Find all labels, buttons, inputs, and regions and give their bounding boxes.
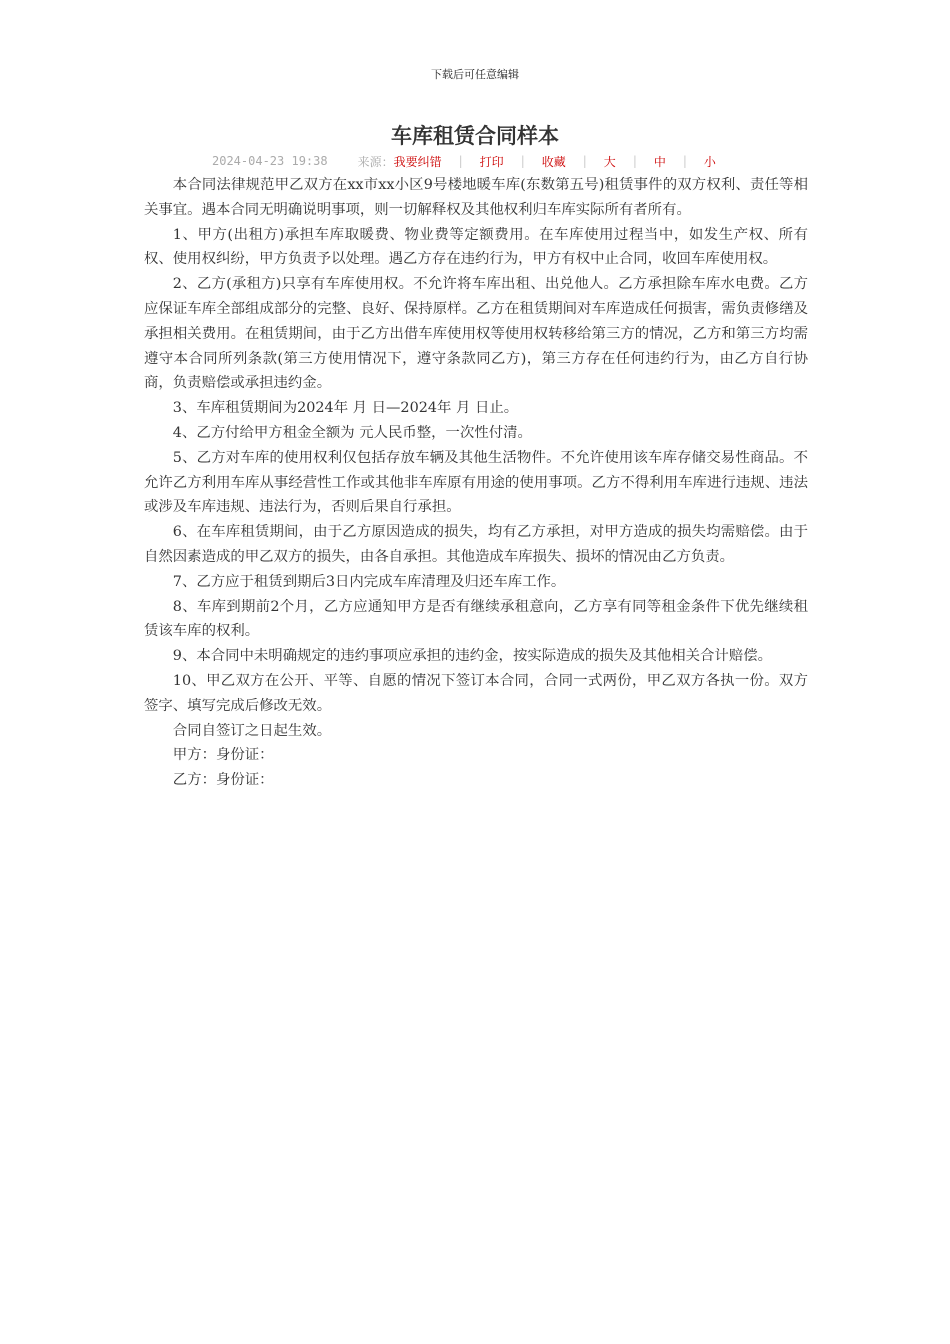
clause-2: 2、乙方(承租方)只享有车库使用权。不允许将车库出租、出兑他人。乙方承担除车库水电费。乙方应保证车库全部组成部分的完整、良好、保持原样。乙方在租赁期间对车库造成任何损害，需负责修缮及承担相关费用。在租赁期间，由于乙方出借车库使用权等使用权转移给第三方的情况，乙方和第三方均需遵守本合同所列条款(第三方使用情况下，遵守条款同乙方)，第三方存在任何违约行为，由乙方自行协商，负责赔偿或承担违约金。: [144, 276, 808, 392]
page-header-note: 下载后可任意编辑: [431, 68, 519, 81]
article-meta-bar: [212, 152, 752, 170]
font-size-large-link[interactable]: 大: [603, 154, 616, 169]
font-size-medium-link[interactable]: 中: [653, 154, 666, 169]
print-link[interactable]: 打印: [479, 154, 504, 169]
separator: |: [682, 154, 687, 168]
favorite-link[interactable]: 收藏: [541, 154, 566, 169]
clause-5: 5、乙方对车库的使用权利仅包括存放车辆及其他生活物件。不允许使用该车库存储交易性商品。不允许乙方利用车库从事经营性工作或其他非车库原有用途的使用事项。乙方不得利用车库进行违规、违法或涉及车库违规、违法行为，否则后果自行承担。: [144, 449, 808, 516]
font-size-small-link[interactable]: 小: [703, 154, 716, 169]
party-b-signature-line: 乙方：身份证：: [172, 772, 274, 789]
separator: |: [520, 154, 525, 168]
intro-paragraph: 本合同法律规范甲乙双方在xx市xx小区9号楼地暖车库(东数第五号)租赁事件的双方权利、责任等相关事宜。遇本合同无明确说明事项，则一切解释权及其他权利归车库实际所有者所有。: [144, 177, 808, 218]
report-error-link[interactable]: 我要纠错: [393, 154, 442, 169]
clause-4: 4、乙方付给甲方租金全额为 元人民币整，一次性付清。: [172, 424, 532, 441]
publish-date: 2024-04-23 19:38: [212, 154, 328, 168]
contract-body: [144, 173, 808, 793]
clause-8: 8、车库到期前2个月，乙方应通知甲方是否有继续承租意向，乙方享有同等租金条件下优先继续租赁该车库的权利。: [144, 598, 808, 640]
clause-6: 6、在车库租赁期间，由于乙方原因造成的损失，均有乙方承担，对甲方造成的损失均需赔偿。由于自然因素造成的甲乙双方的损失，由各自承担。其他造成车库损失、损坏的情况由乙方负责。: [144, 524, 808, 565]
separator: |: [458, 154, 463, 168]
separator: |: [632, 154, 637, 168]
party-a-signature-line: 甲方：身份证：: [172, 747, 274, 764]
effective-statement: 合同自签订之日起生效。: [172, 722, 332, 739]
separator: |: [582, 154, 587, 168]
clause-1: 1、甲方(出租方)承担车库取暖费、物业费等定额费用。在车库使用过程当中，如发生产权、所有权、使用权纠纷，甲方负责予以处理。遇乙方存在违约行为，甲方有权中止合同，收回车库使用权。: [144, 226, 808, 268]
page-title: 车库租赁合同样本: [391, 123, 559, 148]
source-label: 来源：: [357, 154, 394, 169]
clause-9: 9、本合同中未明确规定的违约事项应承担的违约金，按实际造成的损失及其他相关合计赔偿。: [172, 648, 772, 665]
clause-3: 3、车库租赁期间为2024年 月 日—2024年 月 日止。: [172, 400, 519, 417]
clause-7: 7、乙方应于租赁到期后3日内完成车库清理及归还车库工作。: [172, 573, 566, 590]
clause-10: 10、甲乙双方在公开、平等、自愿的情况下签订本合同，合同一式两份，甲乙双方各执一份。双方签字、填写完成后修改无效。: [144, 672, 808, 714]
